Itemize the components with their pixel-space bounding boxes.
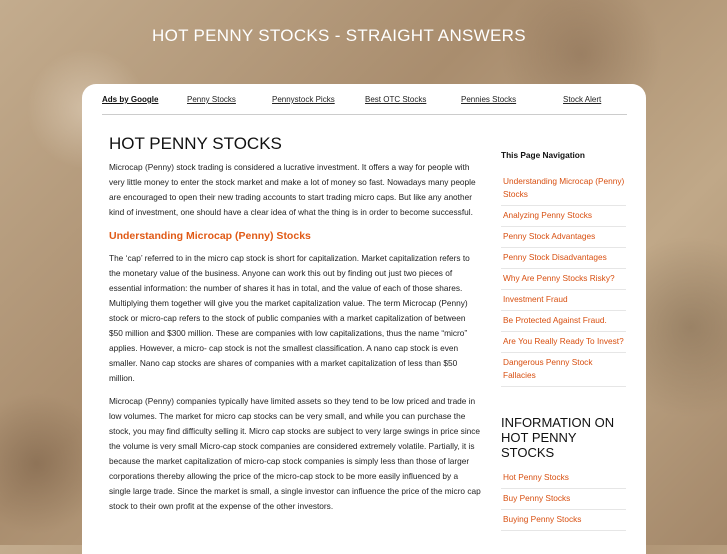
info-list xyxy=(501,468,626,531)
ads-by-google-link[interactable]: Ads by Google xyxy=(102,95,159,104)
list-item xyxy=(501,172,626,206)
intro-paragraph: Microcap (Penny) stock trading is considered a lucrative investment. It offers a way for people with very little money to enter the stock market and make a lot of money so fast. Nowadays many people are encouraged to open their new trading accounts to start trading micro caps. But like any another kind of investment, one should have a clear idea of what the thing is in order to become successful. xyxy=(109,162,476,217)
nav-link-penny-stocks[interactable]: Penny Stocks xyxy=(187,95,236,104)
list-item xyxy=(501,227,626,248)
page-nav-link[interactable]: Be Protected Against Fraud. xyxy=(503,315,607,325)
site-title: HOT PENNY STOCKS - STRAIGHT ANSWERS xyxy=(152,26,526,45)
page-nav-link[interactable]: Investment Fraud xyxy=(503,294,568,304)
list-item xyxy=(501,206,626,227)
article-paragraph: The ‘cap’ referred to in the micro cap stock is short for capitalization. Market capitalization refers to the monetary value of the business. Anyone can work this out by finding out just two pieces of essential information: the number of shares it has in total, and the value of each of those shares. Multiplying them together will give you the market capitalization value. The term Microcap (Penny) stock or micro-cap refers to the stock of public companies with a market capitalization of between $50 million and $300 million. These are companies with low capitalizations, thus the name “micro” applies. However, a micro- cap stock is not the smallest classification. A nano cap stock is even smaller. Nano cap stocks are shares of companies with a market capitalization of less than $50 million. xyxy=(109,253,470,383)
list-item xyxy=(501,290,626,311)
list-item xyxy=(501,510,626,531)
page-navigation-heading: This Page Navigation xyxy=(501,150,585,160)
content-panel xyxy=(82,84,646,554)
main-article xyxy=(109,134,481,522)
nav-link-pennies-stocks[interactable]: Pennies Stocks xyxy=(461,95,517,104)
list-item xyxy=(501,468,626,489)
top-nav xyxy=(102,94,627,115)
list-item xyxy=(501,269,626,290)
list-item xyxy=(501,353,626,387)
nav-link-stock-alert[interactable]: Stock Alert xyxy=(563,95,602,104)
page-nav-link[interactable]: Dangerous Penny Stock Fallacies xyxy=(503,357,593,380)
page-nav-link[interactable]: Understanding Microcap (Penny) Stocks xyxy=(503,176,625,199)
page-nav-link[interactable]: Analyzing Penny Stocks xyxy=(503,210,593,220)
info-heading: INFORMATION ON HOT PENNY STOCKS xyxy=(501,415,615,460)
page-navigation-list xyxy=(501,172,626,387)
list-item xyxy=(501,332,626,353)
page-title: HOT PENNY STOCKS xyxy=(109,134,282,153)
list-item xyxy=(501,311,626,332)
info-link[interactable]: Buying Penny Stocks xyxy=(503,514,582,524)
nav-link-pennystock-picks[interactable]: Pennystock Picks xyxy=(272,95,335,104)
section-heading: Understanding Microcap (Penny) Stocks xyxy=(109,230,311,242)
page-nav-link[interactable]: Penny Stock Disadvantages xyxy=(503,252,607,262)
page-nav-link[interactable]: Are You Really Ready To Invest? xyxy=(503,336,624,346)
list-item xyxy=(501,248,626,269)
page-nav-link[interactable]: Why Are Penny Stocks Risky? xyxy=(503,273,615,283)
info-link[interactable]: Buy Penny Stocks xyxy=(503,493,571,503)
list-item xyxy=(501,489,626,510)
info-link[interactable]: Hot Penny Stocks xyxy=(503,472,569,482)
article-paragraph: Microcap (Penny) companies typically have limited assets so they tend to be low priced and trade in low volumes. The market for micro cap stocks can be very small, and while you can purchase the stock, you may find difficulty selling it. Micro cap stocks are subject to very large swings in price since the volume is very small Micro-cap stock companies are considered extremely volatile. Partially, it is because the market capitalization of micro-cap stock companies is simply less than those of larger corporations thereby allowing the price of the micro-cap stock to be more easily influenced by a single large trade. Since the market is small, a single investor can influence the price of the micro cap stock to their own profit at the expense of the other investors. xyxy=(109,396,481,511)
page-nav-link[interactable]: Penny Stock Advantages xyxy=(503,231,596,241)
nav-link-best-otc-stocks[interactable]: Best OTC Stocks xyxy=(365,95,427,104)
sidebar xyxy=(501,146,626,531)
